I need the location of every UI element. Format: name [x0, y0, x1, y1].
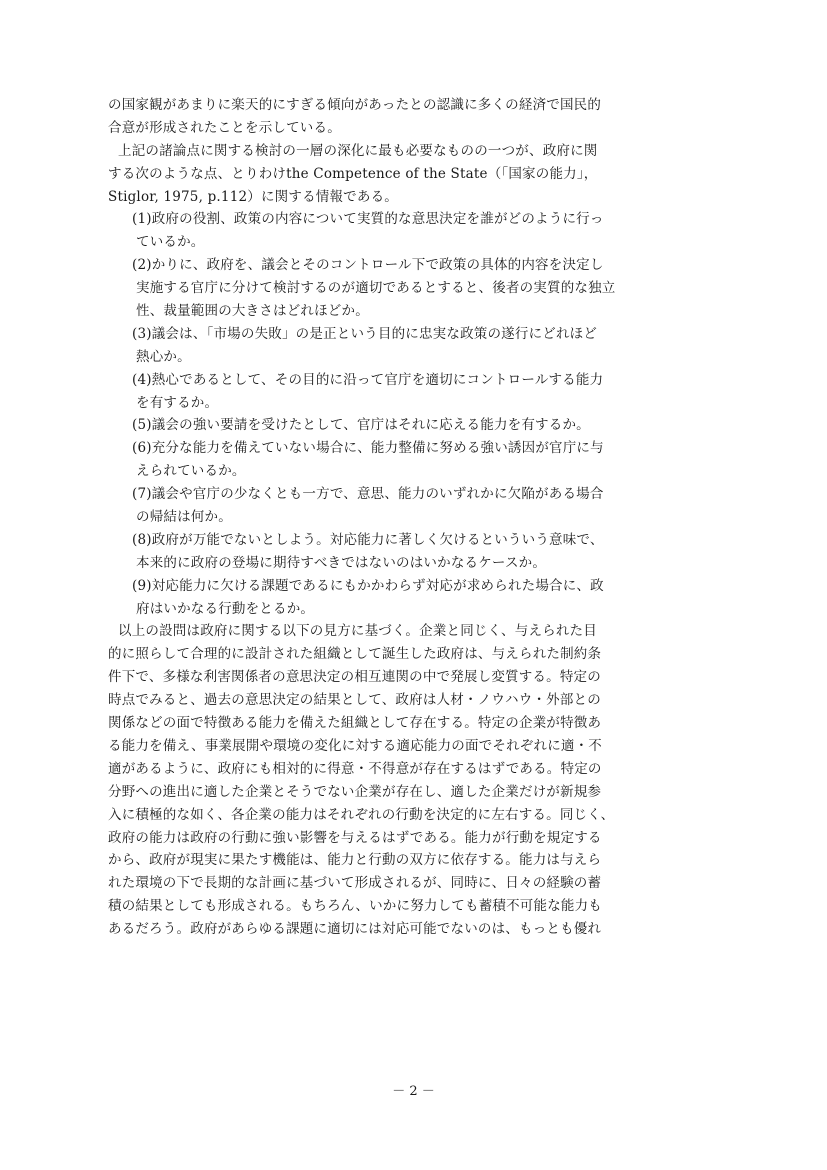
- text-line: 的に照らして合理的に設計された組織として誕生した政府は、与えられた制約条: [108, 646, 602, 663]
- list-item-line: 性、裁量範囲の大きさはどれほどか。: [136, 303, 369, 320]
- text-line: る能力を備え、事業展開や環境の変化に対する適応能力の面でそれぞれに適・不: [108, 737, 603, 754]
- text-line: 政府の能力は政府の行動に強い影響を与えるはずである。能力が行動を規定する: [108, 829, 602, 846]
- text-line: 件下で、多様な利害関係者の意思決定の相互連関の中で発展し変質する。特定の: [108, 669, 601, 686]
- list-item-line: 実施する官庁に分けて検討するのが適切であるとすると、後者の実質的な独立: [136, 280, 616, 297]
- text-line: 上記の諸論点に関する検討の一層の深化に最も必要なものの一つが、政府に関: [118, 142, 598, 159]
- list-item-line: (7)議会や官庁の少なくとも一方で、意思、能力のいずれかに欠陥がある場合: [132, 486, 604, 503]
- text-line: 適があるように、政府にも相対的に得意・不得意が存在するはずである。特定の: [108, 760, 602, 777]
- text-line: する次のような点、とりわけthe Competence of the State（「国家の能力」，: [108, 165, 598, 182]
- list-item-line: を有するか。: [136, 394, 219, 411]
- text-line: Stiglor, 1975, p.112）に関する情報である。: [108, 188, 398, 205]
- list-item-line: (8)政府が万能でないとしよう。対応能力に著しく欠けるといういう意味で、: [132, 531, 604, 548]
- text-line: 積の結果としても形成される。もちろん、いかに努力しても蓄積不可能な能力も: [108, 898, 603, 915]
- list-item-line: (9)対応能力に欠ける課題であるにもかかわらず対応が求められた場合に、政: [132, 577, 604, 594]
- text-line: 以上の設問は政府に関する以下の見方に基づく。企業と同じく、与えられた目: [118, 623, 597, 640]
- list-item-line: (5)議会の強い要請を受けたとして、官庁はそれに応える能力を有するか。: [132, 417, 590, 434]
- text-line: から、政府が現実に果たす機能は、能力と行動の双方に依存する。能力は与えら: [108, 852, 602, 869]
- list-item-line: (6)充分な能力を備えていない場合に、能力整備に努める強い誘因が官庁に与: [132, 440, 604, 457]
- list-item-line: (3)議会は、「市場の失敗」の是正という目的に忠実な政策の遂行にどれほど: [132, 325, 598, 342]
- list-item-line: (2)かりに、政府を、議会とそのコントロール下で政策の具体的内容を決定し: [132, 257, 604, 274]
- list-item-line: 本来的に政府の登場に期待すべきではないのはいかなるケースか。: [136, 554, 547, 571]
- list-item-line: 熱心か。: [136, 348, 191, 365]
- list-item-line: 府はいかなる行動をとるか。: [136, 600, 315, 617]
- list-item-line: の帰結は何か。: [136, 509, 232, 526]
- text-line: あるだろう。政府があらゆる課題に適切には対応可能でないのは、もっとも優れ: [108, 921, 602, 938]
- body-text: [108, 94, 708, 941]
- text-line: 分野への進出に適した企業とそうでない企業が存在し、適した企業だけが新規参: [108, 783, 602, 800]
- list-item-line: ているか。: [136, 234, 205, 251]
- text-line: 入に積極的な如く、各企業の能力はそれぞれの行動を決定的に左右する。同じく、: [108, 806, 615, 823]
- text-line: 時点でみると、過去の意思決定の結果として、政府は人材・ノウハウ・外部との: [108, 692, 601, 709]
- list-item-line: (4)熱心であるとして、その目的に沿って官庁を適切にコントロールする能力: [132, 371, 604, 388]
- list-item-line: (1)政府の役割、政策の内容について実質的な意思決定を誰がどのように行っ: [132, 211, 604, 228]
- text-line: の国家観があまりに楽天的にすぎる傾向があったとの認識に多くの経済で国民的: [108, 97, 602, 113]
- text-line: 関係などの面で特徴ある能力を備えた組織として存在する。特定の企業が特徴あ: [108, 715, 602, 732]
- text-line: れた環境の下で長期的な計画に基づいて形成されるが、同時に、日々の経験の蓄: [108, 875, 602, 892]
- list-item-line: えられているか。: [136, 463, 246, 480]
- text-line: 合意が形成されたことを示している。: [108, 119, 341, 136]
- page-number: － 2 －: [392, 1084, 435, 1099]
